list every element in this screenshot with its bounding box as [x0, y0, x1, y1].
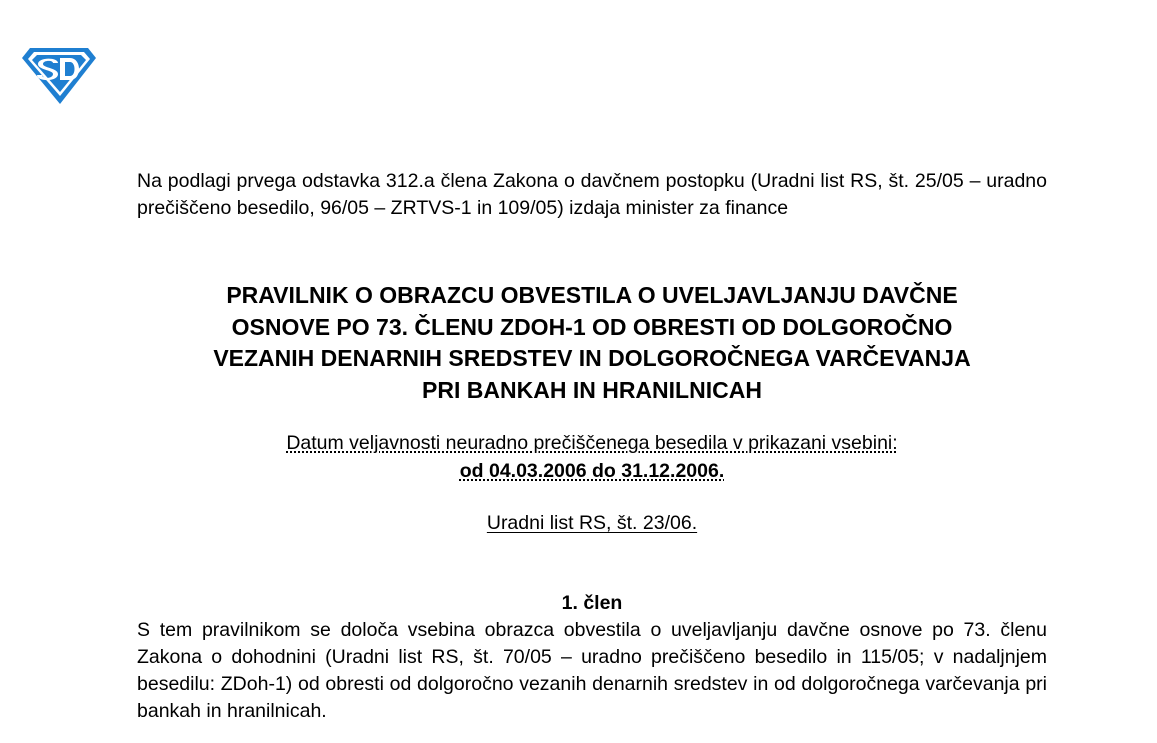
title-line: PRI BANKAH IN HRANILNICAH	[422, 376, 762, 403]
gazette-reference: Uradni list RS, št. 23/06.	[486, 512, 698, 534]
title-line: PRAVILNIK O OBRAZCU OBVESTILA O UVELJAVLJANJU DAVČNE	[226, 282, 958, 308]
gazette-block	[137, 509, 1047, 537]
sd-shield-logo-icon	[20, 44, 98, 106]
article-1-heading: 1. člen	[561, 592, 623, 614]
logo-graphic	[20, 44, 98, 106]
validity-label: Datum veljavnosti neuradno prečiščenega besedila v prikazani vsebini:	[286, 432, 898, 454]
validity-dates: od 04.03.2006 do 31.12.2006.	[459, 460, 725, 482]
title-line: VEZANIH DENARNIH SREDSTEV IN DOLGOROČNEGA VARČEVANJA	[213, 345, 971, 371]
validity-block	[137, 429, 1047, 485]
regulation-title	[137, 280, 1047, 406]
title-line: OSNOVE PO 73. ČLENU ZDOH-1 OD OBRESTI OD DOLGOROČNO	[231, 313, 953, 340]
article-1-text: S tem pravilnikom se določa vsebina obrazca obvestila o uveljavljanju davčne osnove po 73. členu Zakona o dohodnini (Uradni list RS, št. 70/05 – uradno prečiščeno besedilo in 115/05; v nadaljnjem besedilu: ZDoh-1) od obresti od dolgoročno vezanih denarnih sredstev in od dolgoročnega varčevanja pri bankah in hranilnicah.	[137, 619, 1047, 722]
article-1-body	[137, 617, 1047, 725]
intro-text: Na podlagi prvega odstavka 312.a člena Zakona o davčnem postopku (Uradni list RS, št. 25/05 – uradno prečiščeno besedilo, 96/05 – ZRTVS-1 in 109/05) izdaja minister za finance	[137, 170, 1047, 219]
intro-paragraph	[137, 168, 1047, 221]
